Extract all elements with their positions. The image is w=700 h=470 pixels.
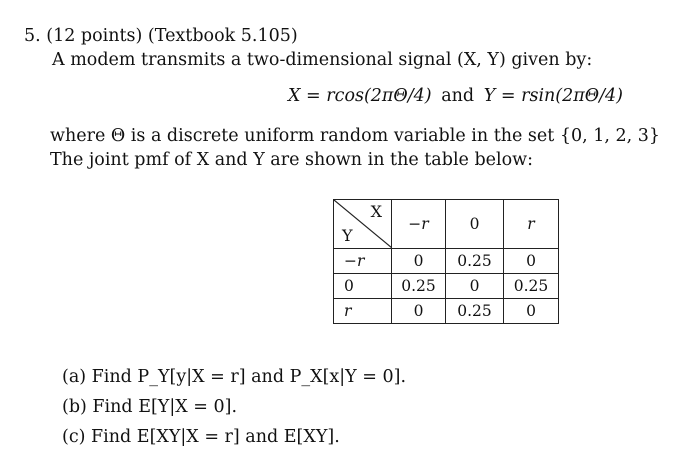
signal-equation: X = rcos(2πΘ/4) and Y = rsin(2πΘ/4) [288,86,623,106]
table-cell: 0.25 [392,274,446,299]
col-header: −r [392,200,446,249]
row-label: −r [334,249,392,274]
table-intro: The joint pmf of X and Y are shown in the table below: [50,150,534,170]
where-line: where Θ is a discrete uniform random variable in the set {0, 1, 2, 3} [50,126,661,146]
table-row [334,274,559,299]
table-corner-cell [334,200,392,249]
part-c: (c) Find E[XY|X = r] and E[XY]. [62,427,340,447]
problem-header: 5. (12 points) (Textbook 5.105) [24,26,298,46]
part-b: (b) Find E[Y|X = 0]. [62,397,238,417]
corner-y-label: Y [342,226,353,245]
corner-x-label: X [370,202,382,221]
table-cell: 0 [392,249,446,274]
table-header-row [334,200,559,249]
table-cell: 0.25 [446,249,504,274]
table-cell: 0 [392,299,446,324]
table-cell: 0 [504,299,559,324]
table-cell: 0 [446,274,504,299]
table-row [334,249,559,274]
row-label: 0 [334,274,392,299]
joint-pmf-table [333,199,559,324]
col-header: 0 [446,200,504,249]
equation-connector: and [441,86,475,106]
table-cell: 0.25 [446,299,504,324]
row-label: r [334,299,392,324]
part-a: (a) Find P_Y[y|X = r] and P_X[x|Y = 0]. [62,367,407,387]
equation-y-lhs: Y [483,86,496,106]
col-header: r [504,200,559,249]
problem-intro: A modem transmits a two-dimensional signal (X, Y) given by: [52,50,593,70]
table-cell: 0.25 [504,274,559,299]
equation-x-rhs: rcos(2πΘ/4) [326,86,432,106]
table-row [334,299,559,324]
table-cell: 0 [504,249,559,274]
equation-x-lhs: X [288,86,301,106]
equation-y-rhs: rsin(2πΘ/4) [521,86,623,106]
